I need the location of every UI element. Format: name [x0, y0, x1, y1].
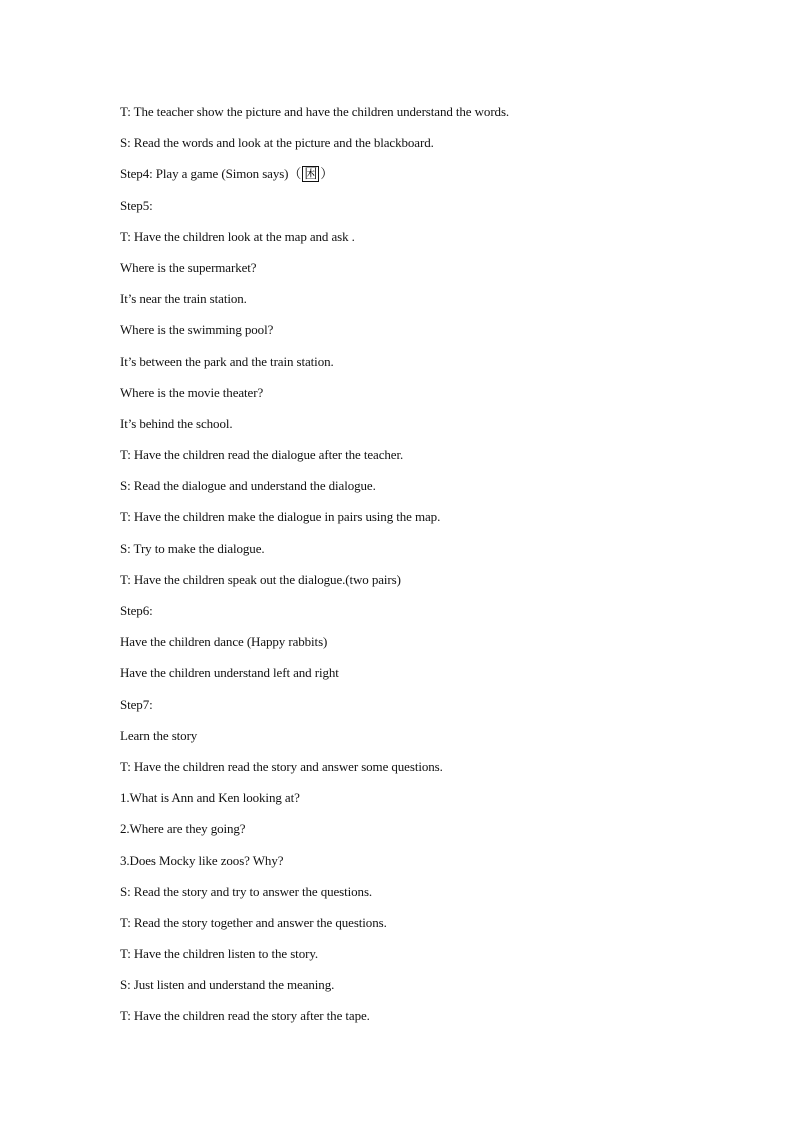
text-line: It’s near the train station. [120, 291, 247, 307]
text-line: Where is the swimming pool? [120, 322, 274, 338]
text-line: S: Try to make the dialogue. [120, 540, 265, 556]
text-line: T: Have the children look at the map and ask . [120, 228, 355, 244]
step4-suffix: ） [320, 166, 334, 182]
text-line: T: Read the story together and answer the questions. [120, 914, 387, 930]
text-line-step4 [120, 164, 720, 195]
step-heading: Step7: [120, 696, 153, 712]
step4-text: Step4: Play a game (Simon says)（ [120, 166, 302, 182]
text-line: Have the children understand left and right [120, 665, 339, 681]
text-line: S: Just listen and understand the meaning. [120, 977, 335, 993]
text-line: It’s behind the school. [120, 415, 233, 431]
step-heading: Step6: [120, 603, 153, 618]
boxed-character: 困 [304, 166, 318, 182]
text-line: T: Have the children read the story and answer some questions. [120, 758, 443, 774]
text-line: Where is the movie theater? [120, 384, 264, 400]
text-line: Learn the story [120, 727, 198, 743]
text-line: S: Read the dialogue and understand the dialogue. [120, 478, 376, 494]
step-heading: Step5: [120, 197, 153, 213]
text-line: T: Have the children listen to the story. [120, 946, 319, 962]
text-line: T: The teacher show the picture and have the children understand the words. [120, 104, 510, 119]
text-line: It’s between the park and the train station. [120, 353, 334, 369]
text-line: Where is the supermarket? [120, 259, 257, 275]
question-item: 2.Where are they going? [120, 821, 246, 837]
text-line: T: Have the children read the dialogue after the teacher. [120, 447, 404, 463]
text-line: Have the children dance (Happy rabbits) [120, 634, 328, 650]
question-item: 1.What is Ann and Ken looking at? [120, 790, 300, 806]
text-line: T: Have the children read the story after the tape. [120, 1008, 370, 1024]
text-line: T: Have the children speak out the dialogue.(two pairs) [120, 571, 401, 587]
text-line: S: Read the words and look at the picture and the blackboard. [120, 135, 434, 151]
text-line: T: Have the children make the dialogue in pairs using the map. [120, 509, 441, 525]
document-body [120, 102, 720, 1038]
question-item: 3.Does Mocky like zoos? Why? [120, 852, 284, 868]
text-line: S: Read the story and try to answer the questions. [120, 883, 373, 899]
